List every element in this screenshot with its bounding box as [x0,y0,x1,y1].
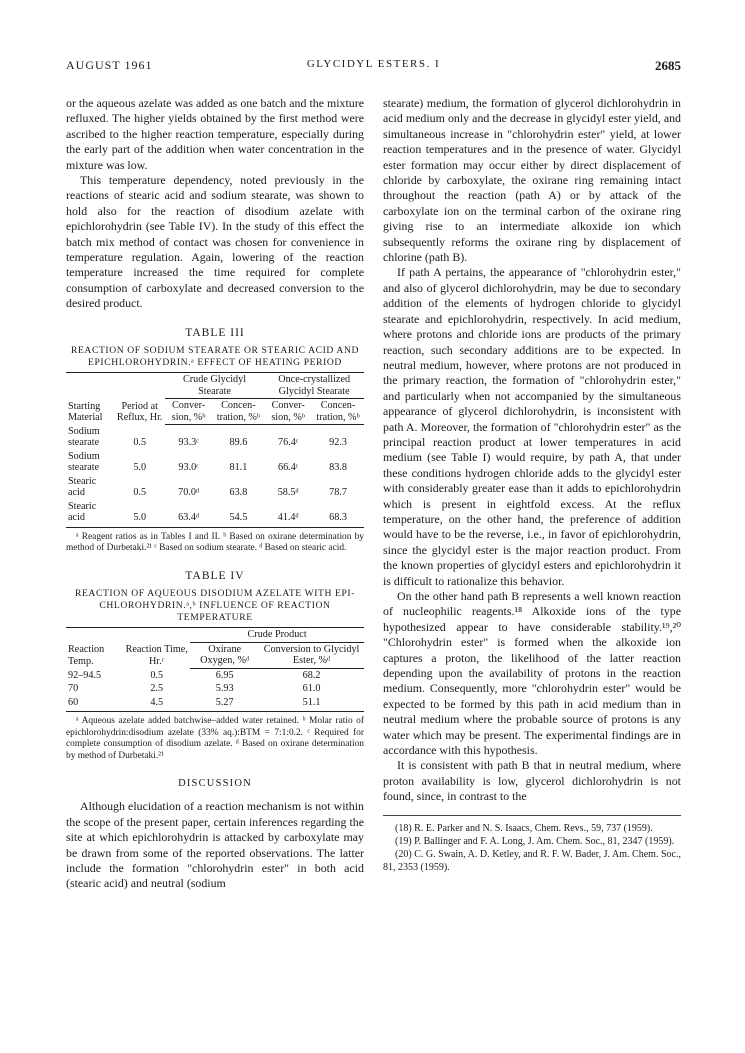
reference-item: (20) C. G. Swain, A. D. Ketley, and R. F. W. Bader, J. Am. Chem. Soc., 81, 2353 (1959). [383,848,681,873]
paragraph: This temperature dependency, noted previously in the reactions of stearic acid and sodium stearate, was shown to hold also for the reaction of disodium azelate with epichlorohydrin (see Table IV). In the study of this effect the batch mix method of contact was chosen for convenience in temperature regulation. Again, lowering of the reaction temperature increased the time required for complete consumption of carboxylate and decreased conversion to the desired product. [66,173,364,311]
table-iii [66,326,364,555]
paragraph: stearate) medium, the formation of glycerol dichlorohydrin in acid medium only and the decrease in glycidyl ester yield, and simultaneous increase in "chlorohydrin ester" yield, at lower reaction temperatures and in the presence of water. Glycidyl ester formation may occur either by direct displacement of chloride by carboxylate, the oxirane ring remaining intact throughout the reaction (path A) or by attack of the carboxylate ion on the terminal carbon of the oxirane ring giving rise to an intermediate alkoxide ion which subsequently reforms the oxirane ring by displacement of chlorine (path B). [383,96,681,265]
column-header: Oxirane Oxygen, %ᵈ [190,642,259,668]
table-row: Sodium stearate 0.5 93.3ᶜ 89.6 76.4ᶜ 92.3 [68,425,347,449]
table-title: TABLE IV [185,569,245,582]
table-footnote: ᵃ Aqueous azelate added batchwise–added water retained. ᵇ Molar ratio of epichlorohydrin:disodium azelate (33% aq.):BTM = 7:1:0.2. ᶜ Required for complete consumption of disodium azelate. ᵈ Based on oxirane determination by method of Durbetaki.²¹ [66,716,364,761]
column-group-header: Once-crystallized Glycidyl Stearate [264,373,364,399]
left-column [66,96,364,892]
column-header: Concen- tration, %ᵇ [212,399,264,425]
table-iv [66,569,364,762]
right-column [383,96,681,874]
column-header: Starting Material [66,373,115,425]
paragraph: It is consistent with path B that in neutral medium, where proton availability is low, glycerol dichlorohydrin is not found, since, in contrast to the [383,758,681,804]
table-row: Sodium stearate 5.0 93.0ᶜ 81.1 66.4ᶜ 83.8 [68,450,347,474]
column-group-header: Crude Product [190,628,364,643]
table-row: 70 2.5 5.93 61.0 [68,683,321,694]
table-row: 92–94.5 0.5 6.95 68.2 [68,669,321,681]
section-heading: DISCUSSION [178,778,252,789]
data-table [66,372,364,528]
table-caption: REACTION OF SODIUM STEARATE OR STEARIC ACID AND EPICHLOROHYDRIN.ᵃ EFFECT OF HEATING PERIOD [70,345,360,369]
data-table [66,627,364,712]
table-caption: REACTION OF AQUEOUS DISODIUM AZELATE WITH EPI- CHLOROHYDRIN.ᵃ,ᵇ INFLUENCE OF REACTION TEMPERATURE [74,588,356,623]
paragraph: On the other hand path B represents a well known reaction of nucleophilic reagents.¹⁸ Alkoxide ions of the type hypothesized appear to have considerable stability.¹⁹,²⁰ "Chlorohydrin ester" is formed when the alkoxide ion captures a proton, the likelihood of the latter reaction depending upon the availability of protons in the reaction medium. Consequently, more "chlorohydrin ester" would be expected to be formed by this path in acid medium than in neutral medium where the probable source of protons is any water which may be present. The experimental findings are in accordance with this hypothesis. [383,589,681,758]
table-footnote: ᵃ Reagent ratios as in Tables I and II. ᵇ Based on oxirane determination by method of Durbetaki.²¹ ᶜ Based on sodium stearate. ᵈ Based on stearic acid. [66,531,364,554]
table-row: 60 4.5 5.27 51.1 [66,696,364,712]
column-header: Period at Reflux, Hr. [115,373,165,425]
paragraph: Although elucidation of a reaction mechanism is not within the scope of the present paper, certain inferences regarding the site at which epichlorohydrin is attacked by carboxylate may be drawn from some of the reported observations. The latter include the formation "chlorohydrin ester" in both acid (stearic acid) and neutral (sodium [66,799,364,891]
table-title: TABLE III [185,326,245,339]
paragraph: or the aqueous azelate was added as one batch and the mixture refluxed. The higher yields obtained by the first method were ascribed to the higher reaction temperature, especially during the early part of the addition when water concentration in the mixture was low. [66,96,364,172]
page-number: 2685 [655,58,681,73]
paragraph: If path A pertains, the appearance of "chlorohydrin ester," and also of glycerol dichlorohydrin, may be due to secondary addition of the elements of hydrogen chloride to glycidyl stearate and epichlorohydrin, respectively. In acid medium, where protons and chloride ions are products of the primary reaction, such secondary additions are to be expected. In neutral medium, however, where protons are not produced in the primary reaction, the formation of "chlorohydrin ester," and particularly when not accompanied by the simultaneous appearance of glycerol dichlorohydrin, is inconsistent with path A. Moreover, the formation of "chlorohydrin ester" as the principal reaction product at lower temperatures in acid medium (see Table I) would require, by path A, that under these conditions hydrogen chloride adds to the glycidyl ester with considerably greater ease than it adds to epichlorohydrin which is present in eightfold excess. At the reflux temperature, on the other hand, the preference of addition would have to be the reverse, i.e., in favor of epichlorohydrin, since the glycidyl ester is the major reaction product. From the known properties of glycidyl esters and epichlorohydrin it is difficult to rationalize this behavior. [383,265,681,588]
page-header [66,58,681,78]
column-header: Conver- sion, %ᵇ [264,399,312,425]
running-title: GLYCIDYL ESTERS. I [306,58,441,70]
journal-date: AUGUST 1961 [66,58,153,72]
column-header: Conver- sion, %ᵇ [165,399,213,425]
column-header: Concen- tration, %ᵇ [312,399,364,425]
references [383,815,681,874]
column-group-header: Crude Glycidyl Stearate [165,373,265,399]
reference-item: (19) P. Ballinger and F. A. Long, J. Am. Chem. Soc., 81, 2347 (1959). [395,835,675,847]
table-row: Stearic acid 5.0 63.4ᵈ 54.5 41.4ᵈ 68.3 [66,500,364,528]
reference-item: (18) R. E. Parker and N. S. Isaacs, Chem. Revs., 59, 737 (1959). [395,822,653,834]
column-header: Reaction Temp. [66,628,123,669]
column-header: Reaction Time, Hr.ᶜ [123,628,190,669]
column-header: Conversion to Glycidyl Ester, %ᵈ [259,642,364,668]
table-row: Stearic acid 0.5 70.0ᵈ 63.8 58.5ᵈ 78.7 [68,475,347,499]
